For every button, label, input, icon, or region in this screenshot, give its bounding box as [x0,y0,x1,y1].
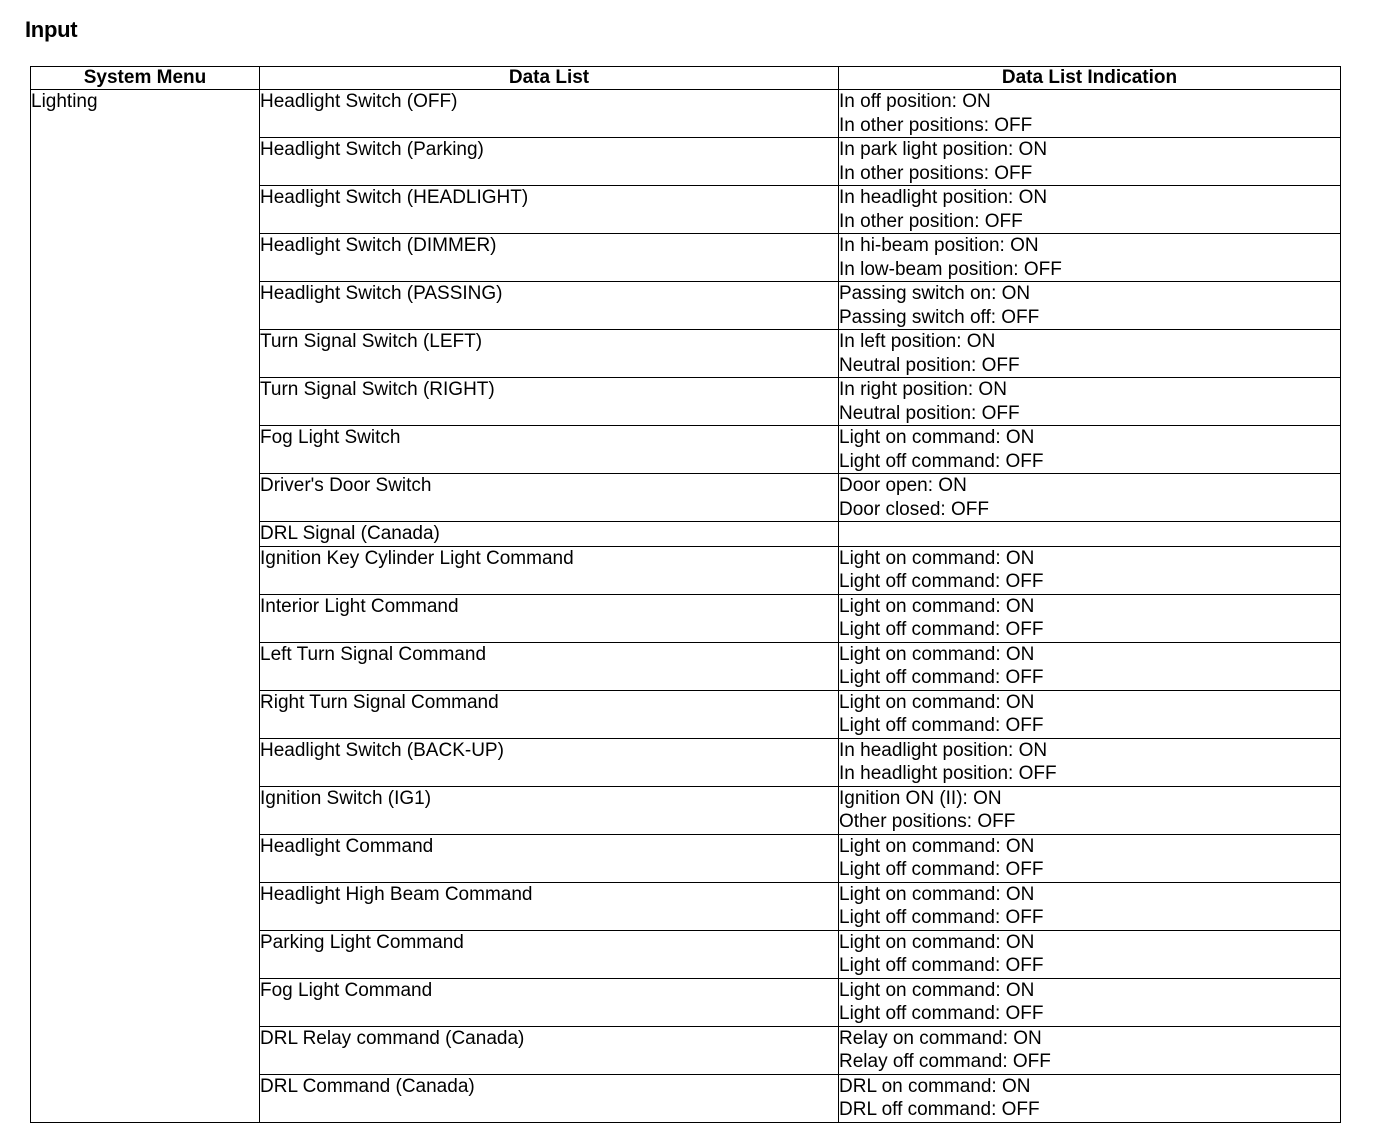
data-list-item: Headlight Command [260,834,839,882]
data-list-indication [839,786,1341,834]
data-list-indication [839,90,1341,138]
data-list-indication [839,738,1341,786]
indication-line: Light on command: ON [839,691,1035,713]
indication-line: Relay on command: ON [839,1027,1042,1049]
data-list-item: Turn Signal Switch (RIGHT) [260,378,839,426]
data-list-indication [839,594,1341,642]
data-list-indication [839,978,1341,1026]
data-list-item: Left Turn Signal Command [260,642,839,690]
table-header-row [31,67,1341,90]
indication-line: Light on command: ON [839,931,1035,953]
data-list-item: Right Turn Signal Command [260,690,839,738]
indication-line: In hi-beam position: ON [839,235,1039,256]
indication-line: Light off command: OFF [839,907,1044,928]
header-system-menu: System Menu [31,67,260,90]
data-list-item: Parking Light Command [260,930,839,978]
indication-line: In headlight position: OFF [839,763,1057,784]
indication-line: Neutral position: OFF [839,402,1020,424]
data-list-indication [839,522,1341,547]
system-menu-cell: Lighting [31,90,260,1123]
data-list-indication [839,330,1341,378]
data-list-item: Headlight Switch (OFF) [260,90,839,138]
data-list-item: Headlight Switch (Parking) [260,138,839,186]
indication-line: Light off command: OFF [839,667,1044,688]
indication-line: Light on command: ON [839,979,1035,1001]
indication-line: In other position: OFF [839,210,1023,232]
data-list-item: Driver's Door Switch [260,474,839,522]
data-list-indication [839,1074,1341,1122]
data-list-indication [839,234,1341,282]
data-list-item: DRL Relay command (Canada) [260,1026,839,1074]
indication-line: In headlight position: ON [839,187,1048,208]
data-list-table [30,66,1341,1123]
data-list-item: Headlight Switch (PASSING) [260,282,839,330]
indication-line: Door closed: OFF [839,498,989,520]
indication-line: Passing switch off: OFF [839,306,1040,328]
indication-line: In headlight position: ON [839,739,1048,761]
data-list-indication [839,690,1341,738]
indication-line: In off position: ON [839,91,991,112]
indication-line: Passing switch on: ON [839,283,1031,304]
data-list-item: Fog Light Switch [260,426,839,474]
indication-line: Light off command: OFF [839,955,1044,976]
data-list-item: Headlight Switch (HEADLIGHT) [260,186,839,234]
indication-line: Relay off command: OFF [839,1051,1051,1072]
indication-line: In low-beam position: OFF [839,258,1062,280]
indication-line: Other positions: OFF [839,811,1016,832]
indication-line: DRL on command: ON [839,1075,1031,1097]
data-list-indication [839,186,1341,234]
indication-line: Light on command: ON [839,835,1035,857]
data-list-item: Headlight High Beam Command [260,882,839,930]
data-list-item: Headlight Switch (BACK-UP) [260,738,839,786]
indication-line: Light off command: OFF [839,859,1044,880]
data-list-item: DRL Command (Canada) [260,1074,839,1122]
indication-line: Light off command: OFF [839,715,1044,736]
indication-line: Door open: ON [839,475,967,496]
indication-line: Light off command: OFF [839,1003,1044,1024]
data-list-item: Fog Light Command [260,978,839,1026]
data-list-item: Interior Light Command [260,594,839,642]
data-list-indication [839,930,1341,978]
indication-line: Light off command: OFF [839,619,1044,640]
indication-line: DRL off command: OFF [839,1099,1040,1120]
indication-line: Light off command: OFF [839,450,1044,472]
data-list-indication [839,1026,1341,1074]
indication-line: Light on command: ON [839,427,1035,448]
indication-line: Light off command: OFF [839,571,1044,592]
indication-line: Light on command: ON [839,643,1035,665]
indication-line: Light on command: ON [839,595,1035,617]
data-list-item: Turn Signal Switch (LEFT) [260,330,839,378]
data-list-item: Ignition Key Cylinder Light Command [260,546,839,594]
indication-line: In right position: ON [839,379,1007,400]
indication-line: In left position: ON [839,331,996,352]
data-list-item: DRL Signal (Canada) [260,522,839,547]
indication-line: In other positions: OFF [839,162,1033,184]
indication-line: Neutral position: OFF [839,354,1020,376]
indication-line: Light on command: ON [839,547,1035,569]
data-list-indication [839,378,1341,426]
data-list-indication [839,474,1341,522]
data-list-indication [839,426,1341,474]
indication-line: In park light position: ON [839,139,1048,160]
table-body [31,90,1341,1123]
data-list-item: Headlight Switch (DIMMER) [260,234,839,282]
data-list-indication [839,546,1341,594]
indication-line: In other positions: OFF [839,114,1033,136]
data-list-indication [839,882,1341,930]
page-title: Input [25,17,78,42]
indication-line: Ignition ON (II): ON [839,787,1002,809]
indication-line: Light on command: ON [839,883,1035,905]
header-data-list: Data List [260,67,839,90]
header-data-list-indication: Data List Indication [839,67,1341,90]
data-list-indication [839,138,1341,186]
data-list-item: Ignition Switch (IG1) [260,786,839,834]
data-list-indication [839,834,1341,882]
table-row [31,90,1341,138]
data-list-indication [839,282,1341,330]
data-list-indication [839,642,1341,690]
